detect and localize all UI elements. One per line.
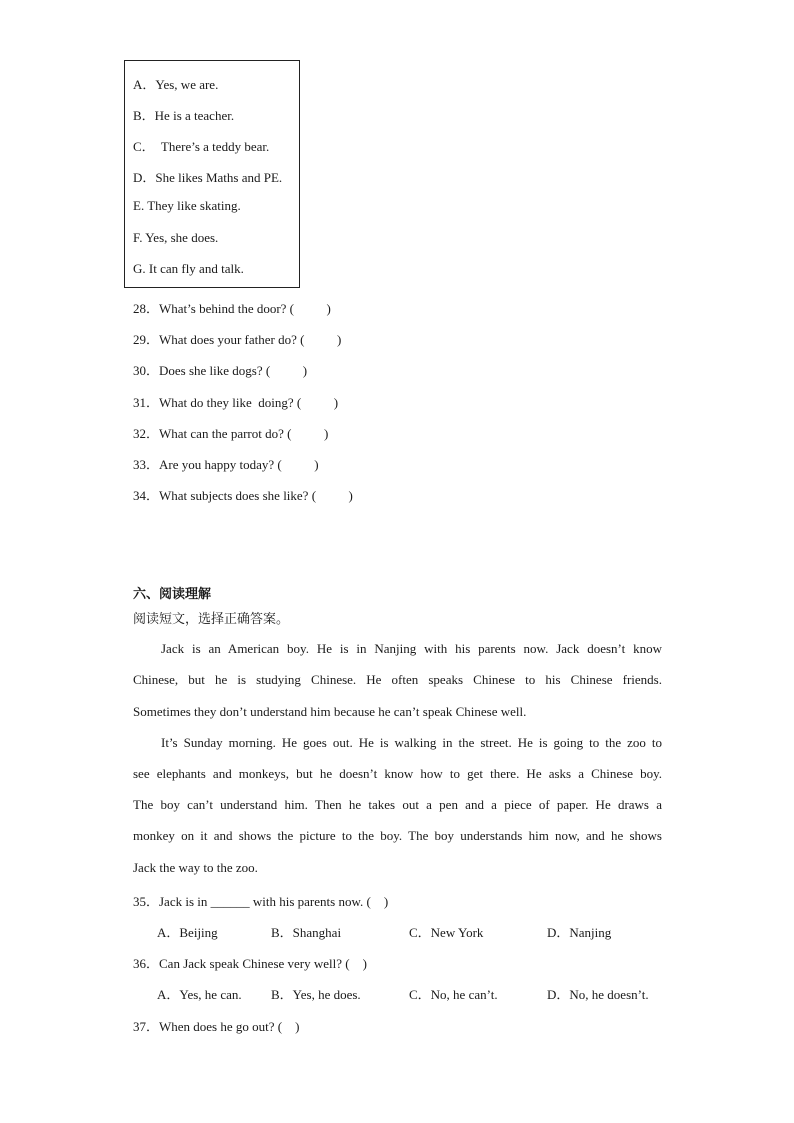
q36-choice-b: B．Yes, he does. (271, 987, 361, 1002)
question-31: 31．What do they like doing? ( ) (133, 395, 339, 410)
answer-options-box (124, 60, 300, 288)
question-33: 33．Are you happy today? ( ) (133, 457, 319, 472)
passage-line: monkey on it and shows the picture to the boy. The boy understands him now, and he shows (133, 828, 662, 843)
passage-line: Sometimes they don’t understand him because he can’t speak Chinese well. (133, 704, 527, 719)
q35-choice-d: D．Nanjing (547, 925, 612, 940)
option-c: C． There’s a teddy bear. (133, 139, 270, 154)
q36-choice-d: D．No, he doesn’t. (547, 987, 649, 1002)
passage-line: Jack the way to the zoo. (133, 860, 258, 875)
q35-choice-c: C．New York (409, 925, 484, 940)
passage-line: Jack is an American boy. He is in Nanjing with his parents now. Jack doesn’t know (161, 641, 662, 656)
q35-choice-b: B．Shanghai (271, 925, 342, 940)
question-36: 36．Can Jack speak Chinese very well? ( ) (133, 956, 367, 971)
option-d: D．She likes Maths and PE. (133, 170, 283, 185)
question-28: 28．What’s behind the door? ( ) (133, 301, 331, 316)
q36-choice-c: C．No, he can’t. (409, 987, 498, 1002)
passage-line: The boy can’t understand him. Then he takes out a pen and a piece of paper. He draws a (133, 797, 662, 812)
section-title: 六、阅读理解 (133, 587, 212, 602)
question-30: 30．Does she like dogs? ( ) (133, 363, 308, 378)
question-34: 34．What subjects does she like? ( ) (133, 488, 353, 503)
question-29: 29．What does your father do? ( ) (133, 332, 342, 347)
option-g: G. It can fly and talk. (133, 261, 244, 276)
q35-choice-a: A．Beijing (157, 925, 218, 940)
option-a: A．Yes, we are. (133, 77, 219, 92)
passage-line: see elephants and monkeys, but he doesn’t know how to get there. He asks a Chinese boy. (133, 766, 662, 781)
question-32: 32．What can the parrot do? ( ) (133, 426, 329, 441)
passage-line: It’s Sunday morning. He goes out. He is walking in the street. He is going to the zoo to (161, 735, 662, 750)
option-e: E. They like skating. (133, 198, 241, 213)
option-b: B．He is a teacher. (133, 108, 235, 123)
passage-line: Chinese, but he is studying Chinese. He often speaks Chinese to his Chinese friends. (133, 672, 662, 687)
option-f: F. Yes, she does. (133, 230, 219, 245)
q36-choice-a: A．Yes, he can. (157, 987, 242, 1002)
question-37: 37．When does he go out? ( ) (133, 1019, 300, 1034)
section-instruction: 阅读短文，选择正确答案。 (133, 612, 290, 627)
question-35: 35．Jack is in ______ with his parents now. ( ) (133, 894, 389, 909)
